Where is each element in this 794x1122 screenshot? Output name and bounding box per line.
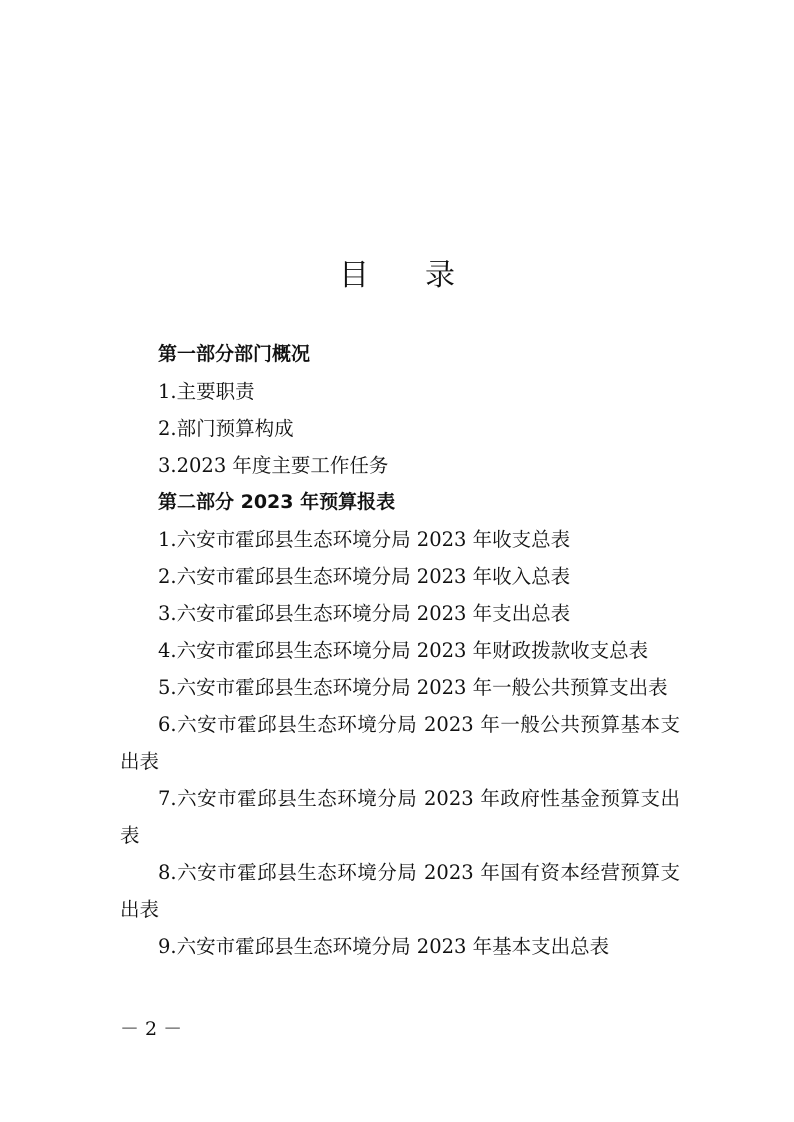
toc-title-part2: 录 [425,258,455,293]
toc-item: 1.六安市霍邱县生态环境分局 2023 年收支总表 [158,528,571,551]
toc-item: 2.六安市霍邱县生态环境分局 2023 年收入总表 [158,565,571,588]
toc-item: 5.六安市霍邱县生态环境分局 2023 年一般公共预算支出表 [158,676,668,699]
toc-item: 1.主要职责 [158,380,255,403]
toc-item: 7.六安市霍邱县生态环境分局 2023 年政府性基金预算支出表 [120,787,680,847]
toc-item: 6.六安市霍邱县生态环境分局 2023 年一般公共预算基本支出表 [120,713,680,773]
toc-title-part1: 目 [339,258,369,293]
toc-item: 2.部门预算构成 [158,417,294,440]
toc-item: 8.六安市霍邱县生态环境分局 2023 年国有资本经营预算支出表 [120,861,680,921]
toc-title [0,254,794,298]
toc-section-heading: 第二部分 2023 年预算报表 [158,491,396,513]
toc-item: 3.2023 年度主要工作任务 [158,454,389,477]
toc-section-heading: 第一部分部门概况 [158,343,311,365]
page-number: － 2 － [120,1018,183,1040]
toc-item: 4.六安市霍邱县生态环境分局 2023 年财政拨款收支总表 [158,639,649,662]
toc-item: 3.六安市霍邱县生态环境分局 2023 年支出总表 [158,602,571,625]
table-of-contents [120,336,680,965]
toc-item: 9.六安市霍邱县生态环境分局 2023 年基本支出总表 [158,935,610,958]
